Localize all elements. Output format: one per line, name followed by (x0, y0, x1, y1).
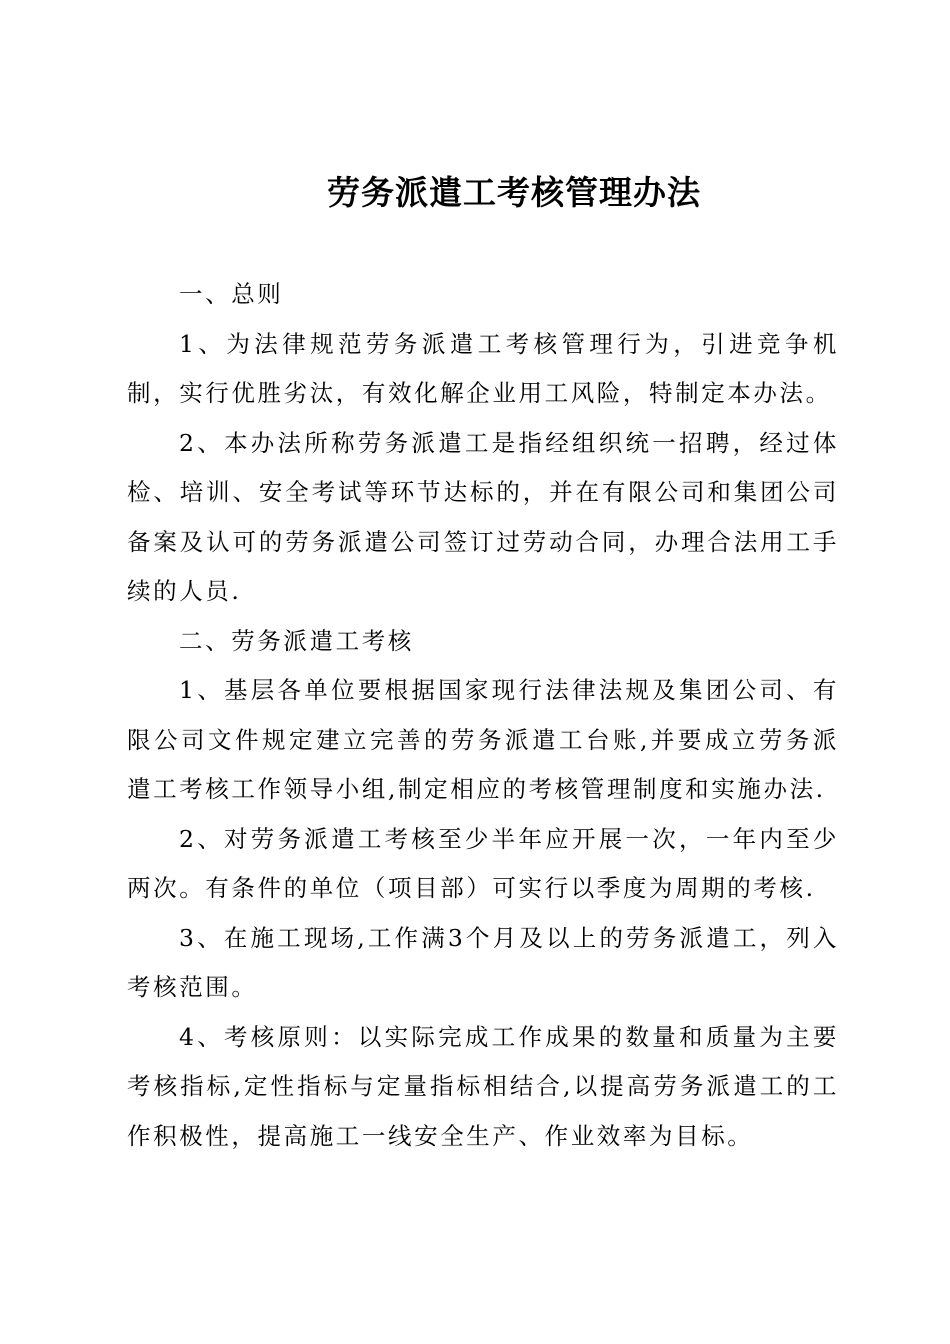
paragraph-general-2: 2、本办法所称劳务派遣工是指经组织统一招聘，经过体检、培训、安全考试等环节达标的，并在有限公司和集团公司备案及认可的劳务派遣公司签订过劳动合同，办理合法用工手续的人员. (127, 428, 839, 605)
section-heading-general: 一、总则 (179, 280, 284, 308)
paragraph-assessment-2: 2、对劳务派遣工考核至少半年应开展一次，一年内至少两次。有条件的单位（项目部）可实行以季度为周期的考核. (127, 824, 839, 902)
paragraph-assessment-3: 3、在施工现场,工作满3个月及以上的劳务派遣工，列入考核范围。 (127, 923, 839, 1001)
section-heading-assessment: 二、劳务派遣工考核 (179, 626, 414, 655)
document-title: 劳务派遣工考核管理办法 (327, 173, 701, 212)
paragraph-assessment-1: 1、基层各单位要根据国家现行法律法规及集团公司、有限公司文件规定建立完善的劳务派遣工台账,并要成立劳务派遣工考核工作领导小组,制定相应的考核管理制度和实施办法. (127, 676, 839, 803)
paragraph-assessment-4: 4、考核原则：以实际完成工作成果的数量和质量为主要考核指标,定性指标与定量指标相结合,以提高劳务派遣工的工作积极性，提高施工一线安全生产、作业效率为目标。 (127, 1022, 839, 1150)
document-body (127, 270, 839, 1161)
paragraph-general-1: 1、为法律规范劳务派遣工考核管理行为，引进竞争机制，实行优胜劣汰，有效化解企业用工风险，特制定本办法。 (127, 329, 839, 407)
